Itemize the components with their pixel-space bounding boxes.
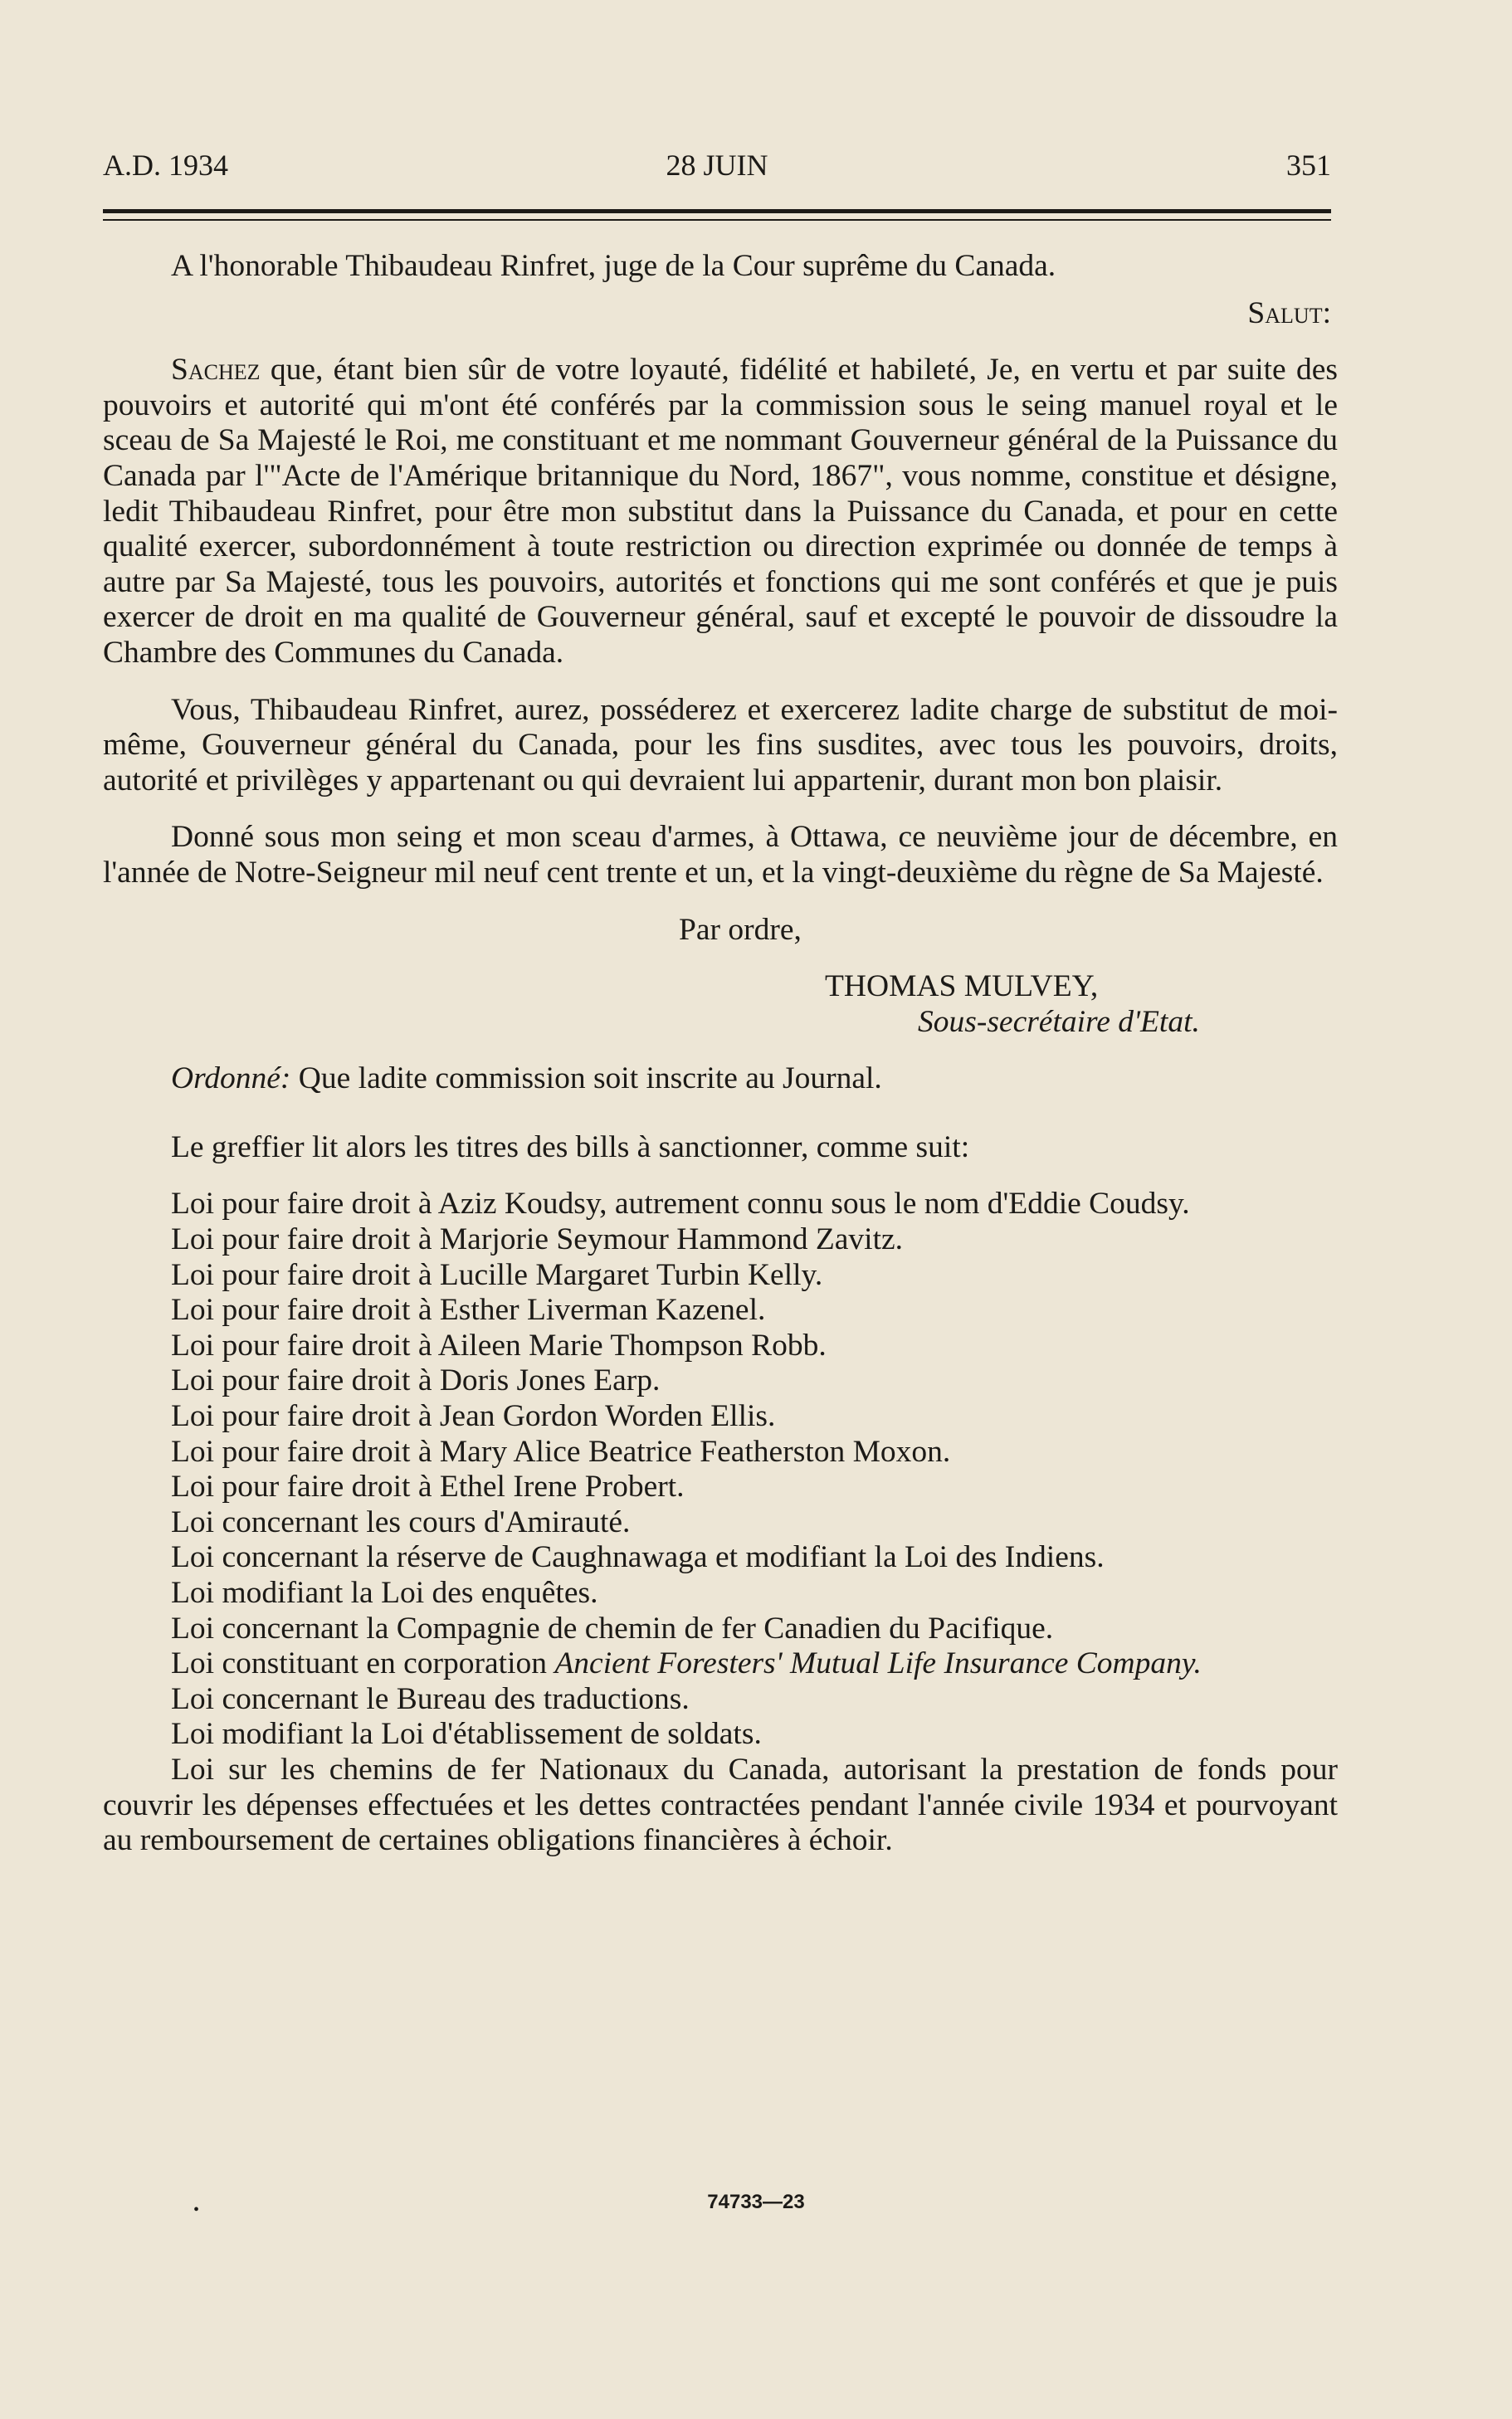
footer-mark: • [193, 2201, 200, 2219]
bill-item: Loi pour faire droit à Esther Liverman Kazenel. [171, 1293, 766, 1328]
bill-item: Loi pour faire droit à Lucille Margaret Turbin Kelly. [171, 1257, 823, 1292]
paragraph-commission-text: que, étant bien sûr de votre loyauté, fidélité et habileté, Je, en vertu et par suite des pouvoirs et autorité qui m'ont été conférés par la commission sous le seing manuel royal et le sceau de Sa Majesté le Roi, me constituant et me nommant Gouverneur général de la Puissance du Canada par l'"Acte de l'Amérique britannique du Nord, 1867", vous nomme, constitue et désigne, ledit Thibaudeau Rinfret, pour être mon substitut dans la Puissance du Canada, et pour en cette qualité exercer, subordonnément à toute restriction ou direction exprimée ou donnée de temps à autre par Sa Majesté, tous les pouvoirs, autorités et fonctions qui me sont conférés et que je puis exercer de droit en ma qualité de Gouverneur général, sauf et excepté le pouvoir de dissoudre la Chambre des Communes du Canada. [103, 353, 1338, 670]
page-header [103, 148, 1331, 189]
sachez-lead: Sachez [171, 353, 261, 388]
paragraph-donne: Donné sous mon seing et mon sceau d'armes, à Ottawa, ce neuvième jour de décembre, en l'année de Notre-Seigneur mil neuf cent trente et un, et la vingt-deuxième du règne de Sa Majesté. [103, 820, 1338, 890]
header-rule-thin [103, 219, 1331, 221]
bill-corp-lead: Loi constituant en corporation [171, 1646, 555, 1681]
bill-item: Loi pour faire droit à Doris Jones Earp. [171, 1363, 661, 1398]
bill-item: Loi pour faire droit à Marjorie Seymour Hammond Zavitz. [171, 1222, 904, 1257]
bill-item: Loi pour faire droit à Mary Alice Beatrice Featherston Moxon. [171, 1434, 951, 1469]
par-ordre: Par ordre, [679, 912, 802, 947]
bill-item: Loi concernant la Compagnie de chemin de fer Canadien du Pacifique. [171, 1611, 1054, 1646]
ordonne-text: Que ladite commission soit inscrite au Journal. [290, 1061, 882, 1096]
bills-list [103, 1187, 1338, 1858]
header-rule-thick [103, 209, 1331, 213]
bill-item: Loi pour faire droit à Aziz Koudsy, autrement connu sous le nom d'Eddie Coudsy. [171, 1187, 1190, 1222]
ordonne-line [103, 1061, 1338, 1097]
bill-item: Loi concernant les cours d'Amirauté. [171, 1505, 631, 1539]
bill-item-corporation [103, 1646, 1338, 1682]
page-number: 351 [1286, 149, 1331, 182]
paragraph-commission [103, 353, 1338, 671]
greffier-line: Le greffier lit alors les titres des bills à sanctionner, comme suit: [171, 1129, 970, 1164]
bill-item: Loi modifiant la Loi des enquêtes. [171, 1576, 598, 1610]
bill-corp-name: Ancient Foresters' Mutual Life Insurance Company. [554, 1646, 1202, 1681]
header-date: 28 JUIN [666, 149, 768, 182]
bill-item: Loi pour faire droit à Aileen Marie Thompson Robb. [171, 1328, 827, 1363]
bill-item: Loi modifiant la Loi d'établissement de soldats. [171, 1717, 762, 1752]
bill-item: Loi concernant la réserve de Caughnawaga et modifiant la Loi des Indiens. [171, 1540, 1105, 1575]
paragraph-substitut: Vous, Thibaudeau Rinfret, aurez, posséderez et exercerez ladite charge de substitut de moi-même, Gouverneur général du Canada, pour les fins susdites, avec tous les pouvoirs, droits, autorité et privilèges y appartenant ou qui devraient lui appartenir, durant mon bon plaisir. [103, 692, 1338, 797]
salutation: Salut: [1247, 295, 1331, 330]
page-body [103, 249, 1338, 1859]
ordonne-label: Ordonné: [171, 1061, 291, 1096]
bill-item: Loi sur les chemins de fer Nationaux du Canada, autorisant la prestation de fonds pour couvrir les dépenses effectuées et les dettes contractées pendant l'année civile 1934 et pourvoyant au remboursement de certaines obligations financières à échoir. [103, 1752, 1338, 1858]
address-line: A l'honorable Thibaudeau Rinfret, juge de la Cour suprême du Canada. [171, 249, 1056, 283]
signer-name: THOMAS MULVEY, [825, 969, 1099, 1004]
bill-item: Loi pour faire droit à Ethel Irene Probert. [171, 1470, 685, 1505]
bill-item: Loi pour faire droit à Jean Gordon Worden Ellis. [171, 1399, 776, 1434]
bill-item: Loi concernant le Bureau des traductions. [171, 1681, 690, 1716]
signer-title: Sous-secrétaire d'Etat. [918, 1004, 1200, 1039]
footer-code: 74733—23 [707, 2191, 805, 2213]
header-year: A.D. 1934 [103, 149, 228, 182]
